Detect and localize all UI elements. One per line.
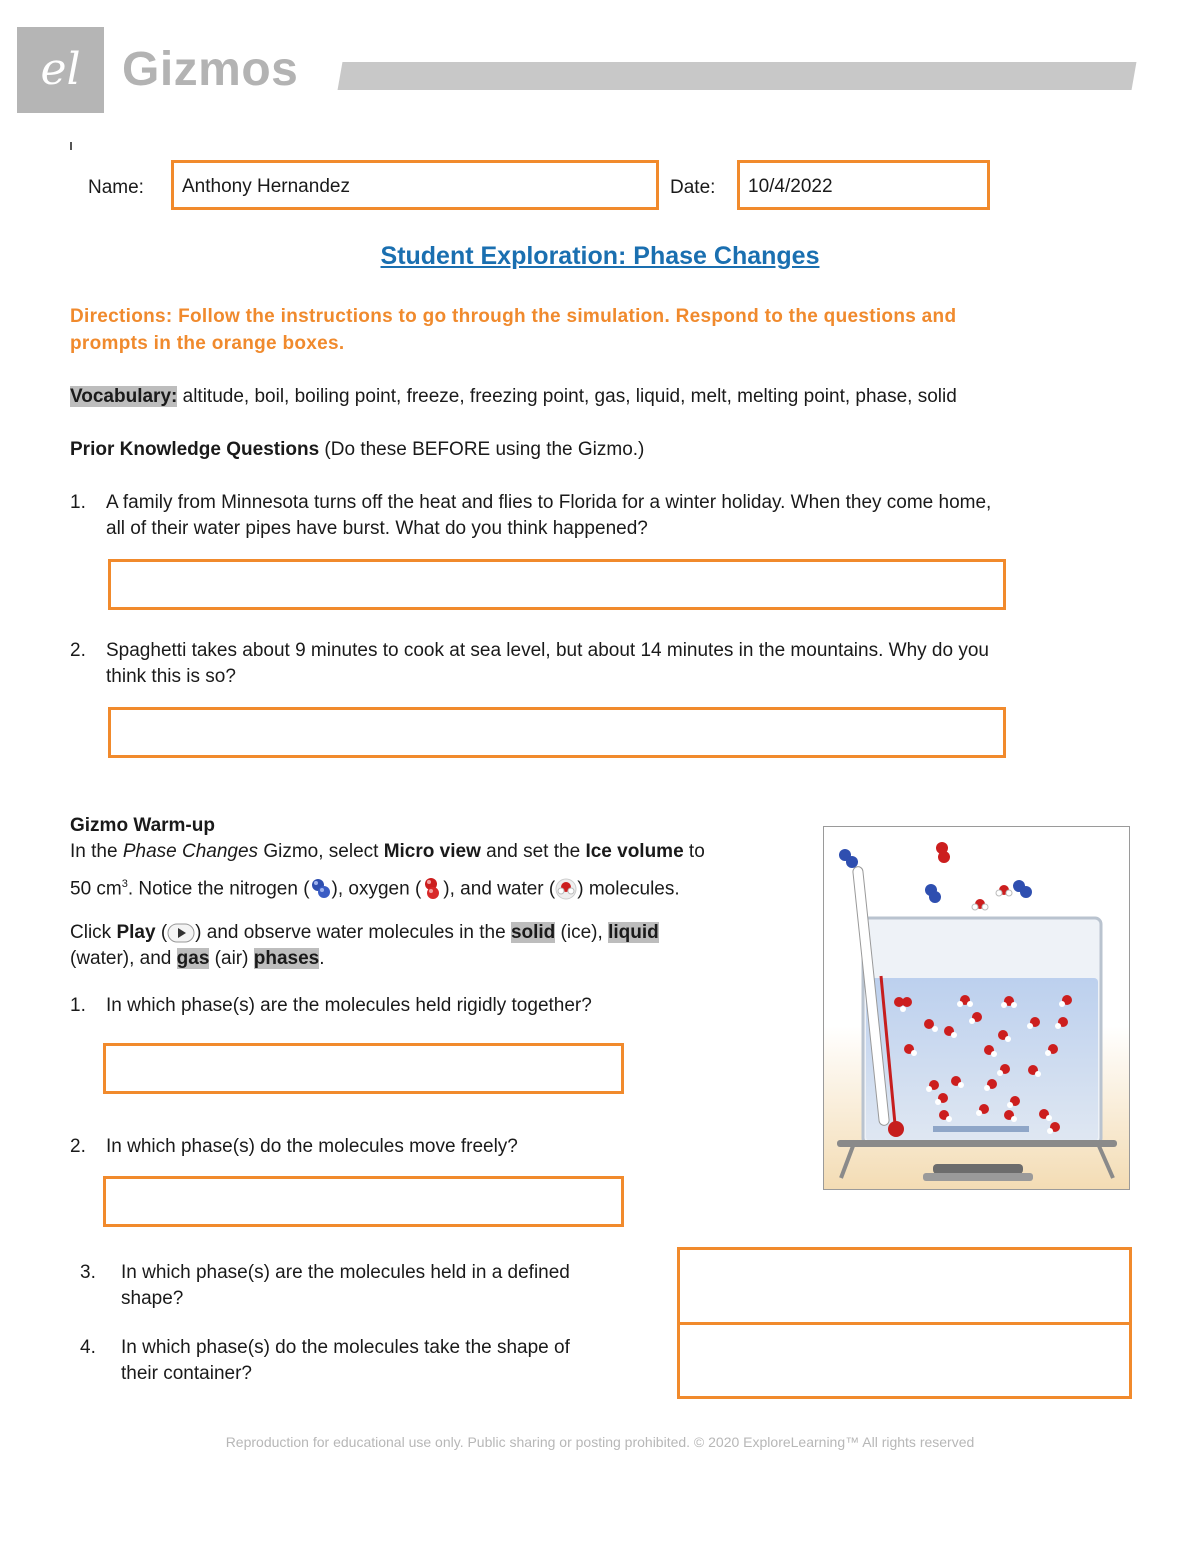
explorelearning-logo: el [40,44,81,95]
warmup-p2-d: ), and water ( [443,878,556,900]
directions-line-2: prompts in the orange boxes. [70,333,345,354]
term-liquid: liquid [608,922,659,943]
warmup-q2-answer-box[interactable] [103,1176,624,1227]
prior-q1-answer-box[interactable] [108,559,1006,610]
prior-q2-line-1: Spaghetti takes about 9 minutes to cook at sea level, but about 14 minutes in the mountains. Why do you [106,640,989,661]
warmup-p3-e: (ice), [555,922,609,943]
warmup-q4-text [121,1335,661,1387]
prior-note: (Do these BEFORE using the Gizmo.) [319,439,645,460]
warmup-p1-a: In the [70,841,123,862]
warmup-p2-c: ), oxygen ( [331,878,422,900]
prior-q2-answer-box[interactable] [108,707,1006,758]
prior-knowledge-heading [70,437,644,463]
warmup-p4-c: . [319,948,325,969]
warmup-q3-line-2: shape? [121,1288,184,1309]
date-field[interactable]: 10/4/2022 [737,160,990,210]
warmup-micro-view: Micro view [383,841,481,862]
warmup-paragraph-1 [70,839,810,865]
warmup-q4-line-2: their container? [121,1363,252,1384]
water-molecule-icon [555,878,577,900]
warmup-paragraph-3 [70,920,810,946]
prior-q1-line-1: A family from Minnesota turns off the heat and flies to Florida for a winter holiday. When they come home, [106,492,992,513]
footer-copyright: Reproduction for educational use only. Public sharing or posting prohibited. © 2020 ExploreLearning™ All rights reserved [225,1434,975,1450]
warmup-p2-e: ) molecules. [577,878,680,900]
warmup-p3-c: ( [155,922,168,943]
warmup-paragraph-2 [70,871,810,902]
warmup-q3-text [121,1260,661,1312]
warmup-q2-number: 2. [70,1136,86,1157]
warmup-gizmo-name: Phase Changes [122,841,259,862]
vocabulary [70,384,1150,410]
warmup-q3-answer-box[interactable] [677,1247,1132,1325]
warmup-q4-line-1: In which phase(s) do the molecules take the shape of [121,1337,570,1358]
stray-mark [70,142,72,150]
gizmos-brand: Gizmos [122,43,299,96]
warmup-q1-text: In which phase(s) are the molecules held rigidly together? [106,995,592,1016]
warmup-p3-d: ) and observe water molecules in the [195,922,511,943]
warmup-q4-answer-box[interactable] [677,1322,1132,1399]
warmup-play-label: Play [116,922,156,943]
nitrogen-molecule-icon [310,877,332,901]
prior-q2-number: 2. [70,640,86,661]
warmup-q3-line-1: In which phase(s) are the molecules held in a defined [121,1262,570,1283]
name-label: Name: [88,177,144,198]
phase-changes-gizmo-illustration [823,826,1130,1190]
prior-q1-line-2: all of their water pipes have burst. What do you think happened? [106,518,648,539]
warmup-q3-number: 3. [80,1262,96,1283]
warmup-p4-b: (air) [209,948,254,969]
warmup-p2-sup: 3 [121,878,128,890]
warmup-p3-a: Click [70,922,117,943]
warmup-p1-c: Gizmo, select [258,841,384,862]
warmup-p2-a: 50 cm [70,878,122,900]
prior-q2-text [106,638,1166,690]
warmup-q2-text: In which phase(s) do the molecules move freely? [106,1136,518,1157]
warmup-heading: Gizmo Warm-up [70,815,215,836]
header-bar [338,62,1137,90]
prior-q2-line-2: think this is so? [106,666,236,687]
page-title: Student Exploration: Phase Changes [380,242,820,270]
vocabulary-label: Vocabulary: [70,386,178,407]
warmup-q4-number: 4. [80,1337,96,1358]
vocabulary-terms: altitude, boil, boiling point, freeze, freezing point, gas, liquid, melt, melting point, phase, solid [177,386,957,407]
date-label: Date: [670,177,716,198]
term-phases: phases [253,948,320,969]
warmup-q1-number: 1. [70,995,86,1016]
warmup-p2-b: . Notice the nitrogen ( [127,878,310,900]
play-button-icon [167,923,195,943]
warmup-ice-volume: Ice volume [585,841,684,862]
directions-line-1: Directions: Follow the instructions to go through the simulation. Respond to the questions and [70,306,957,327]
prior-heading-text: Prior Knowledge Questions [70,439,320,460]
warmup-p4-a: (water), and [70,948,177,969]
term-gas: gas [176,948,210,969]
prior-q1-text [106,490,1166,542]
term-solid: solid [510,922,556,943]
warmup-p1-g: to [683,841,705,862]
name-field[interactable]: Anthony Hernandez [171,160,659,210]
warmup-paragraph-4 [70,946,810,972]
prior-q1-number: 1. [70,492,86,513]
warmup-q1-answer-box[interactable] [103,1043,624,1094]
warmup-p1-e: and set the [480,841,586,862]
directions [70,303,1070,357]
oxygen-molecule-icon [421,877,443,901]
